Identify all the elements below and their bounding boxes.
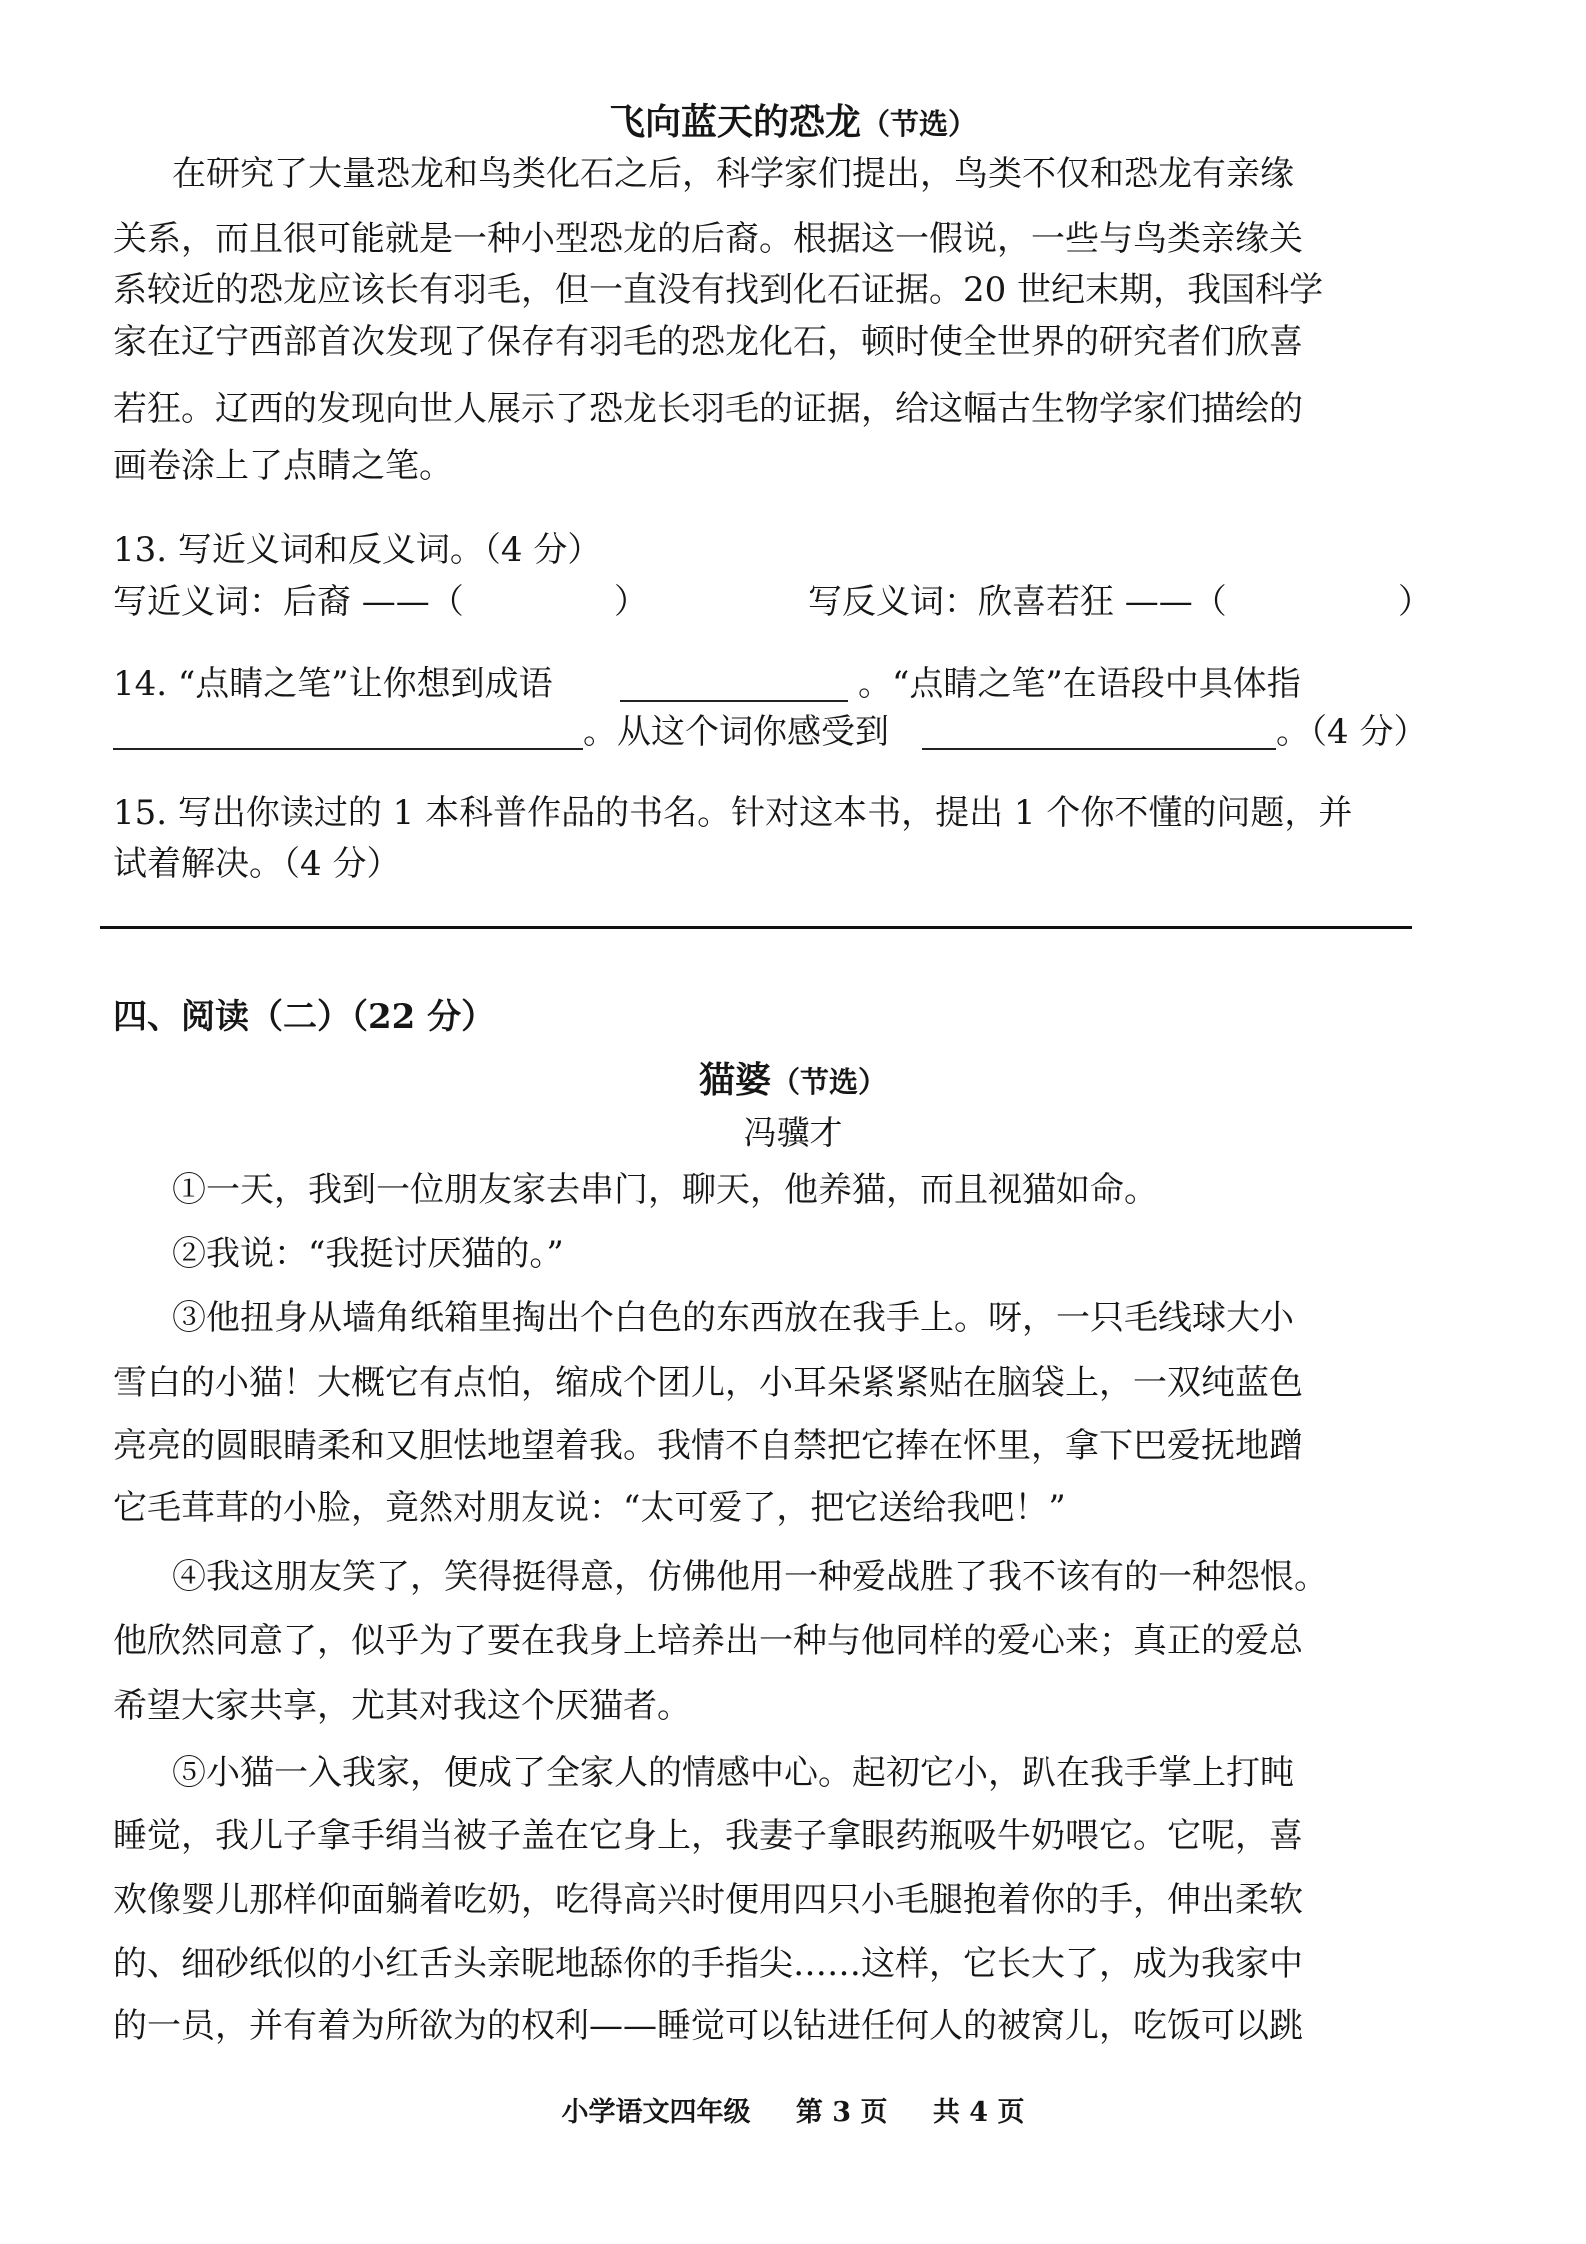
section4-line: 亮亮的圆眼睛柔和又胆怯地望着我。我情不自禁把它捧在怀里，拿下巴爱抚地蹭	[113, 1426, 1303, 1466]
passage1-line: 关系，而且很可能就是一种小型恐龙的后裔。根据这一假说，一些与鸟类亲缘关	[113, 219, 1303, 259]
footer-page-number: 第 3 页	[795, 2097, 888, 2128]
section4-line: ①一天，我到一位朋友家去串门，聊天，他养猫，而且视猫如命。	[172, 1170, 1158, 1210]
question-15-line2: 试着解决。（4 分）	[113, 844, 401, 884]
question-13-synonym-close: ）	[614, 582, 648, 622]
section4-line: 的、细砂纸似的小红舌头亲昵地舔你的手指尖……这样，它长大了，成为我家中	[113, 1944, 1303, 1984]
section4-line: 的一员，并有着为所欲为的权利——睡觉可以钻进任何人的被窝儿，吃饭可以跳	[113, 2006, 1303, 2046]
passage1-line: 系较近的恐龙应该长有羽毛，但一直没有找到化石证据。20 世纪末期，我国科学	[113, 270, 1324, 310]
question-13-antonym-close: ）	[1398, 582, 1432, 622]
footer-total-pages: 共 4 页	[932, 2097, 1025, 2128]
section4-line: ④我这朋友笑了，笑得挺得意，仿佛他用一种爱战胜了我不该有的一种怨恨。	[172, 1557, 1328, 1597]
section4-title-note: （节选）	[771, 1065, 888, 1099]
answer-blank-feeling[interactable]	[922, 748, 1276, 750]
passage1-title	[0, 94, 1586, 145]
section4-line: ⑤小猫一入我家，便成了全家人的情感中心。起初它小，趴在我手掌上打盹	[172, 1753, 1294, 1793]
question-13-antonym-prompt: 写反义词：欣喜若狂 ——（	[808, 582, 1227, 622]
footer-subject: 小学语文四年级	[561, 2097, 751, 2128]
answer-blank-meaning[interactable]	[113, 748, 583, 750]
question-14-part2: 。“点睛之笔”在语段中具体指	[858, 664, 1301, 704]
section4-line: 它毛茸茸的小脸，竟然对朋友说：“太可爱了，把它送给我吧！”	[113, 1488, 1066, 1528]
section4-line: 睡觉，我儿子拿手绢当被子盖在它身上，我妻子拿眼药瓶吸牛奶喂它。它呢，喜	[113, 1816, 1303, 1856]
answer-line-q15[interactable]	[100, 926, 1412, 929]
passage1-line: 画卷涂上了点睛之笔。	[113, 446, 453, 486]
question-14-part4: 。（4 分）	[1276, 712, 1428, 752]
passage1-line: 家在辽宁西部首次发现了保存有羽毛的恐龙化石，顿时使全世界的研究者们欣喜	[113, 322, 1303, 362]
section4-heading: 四、阅读（二）（22 分）	[113, 997, 496, 1037]
section4-line: 他欣然同意了，似乎为了要在我身上培养出一种与他同样的爱心来；真正的爱总	[113, 1621, 1303, 1661]
passage1-title-text: 飞向蓝天的恐龙	[608, 101, 861, 143]
section4-author: 冯骥才	[743, 1113, 843, 1152]
question-14-part3: 。从这个词你感受到	[583, 712, 889, 752]
section4-title	[0, 1052, 1586, 1103]
passage1-line: 若狂。辽西的发现向世人展示了恐龙长羽毛的证据，给这幅古生物学家们描绘的	[113, 389, 1303, 429]
question-13-stem: 13. 写近义词和反义词。（4 分）	[113, 530, 602, 570]
section4-title-text: 猫婆	[698, 1059, 771, 1101]
section4-line: 雪白的小猫！大概它有点怕，缩成个团儿，小耳朵紧紧贴在脑袋上，一双纯蓝色	[113, 1363, 1303, 1403]
question-13-synonym-prompt: 写近义词：后裔 ——（	[113, 582, 464, 622]
section4-line: 希望大家共享，尤其对我这个厌猫者。	[113, 1686, 691, 1726]
question-15-line1: 15. 写出你读过的 1 本科普作品的书名。针对这本书，提出 1 个你不懂的问题，并	[113, 793, 1353, 833]
question-14-part1: 14. “点睛之笔”让你想到成语	[113, 664, 553, 704]
section4-line: ③他扭身从墙角纸箱里掏出个白色的东西放在我手上。呀，一只毛线球大小	[172, 1298, 1294, 1338]
section4-line: 欢像婴儿那样仰面躺着吃奶，吃得高兴时便用四只小毛腿抱着你的手，伸出柔软	[113, 1880, 1303, 1920]
passage1-title-note: （节选）	[861, 107, 978, 141]
answer-blank-idiom[interactable]	[620, 700, 848, 702]
page-footer	[0, 2090, 1586, 2129]
section4-line: ②我说：“我挺讨厌猫的。”	[172, 1234, 564, 1274]
passage1-line: 在研究了大量恐龙和鸟类化石之后，科学家们提出，鸟类不仅和恐龙有亲缘	[172, 154, 1294, 194]
